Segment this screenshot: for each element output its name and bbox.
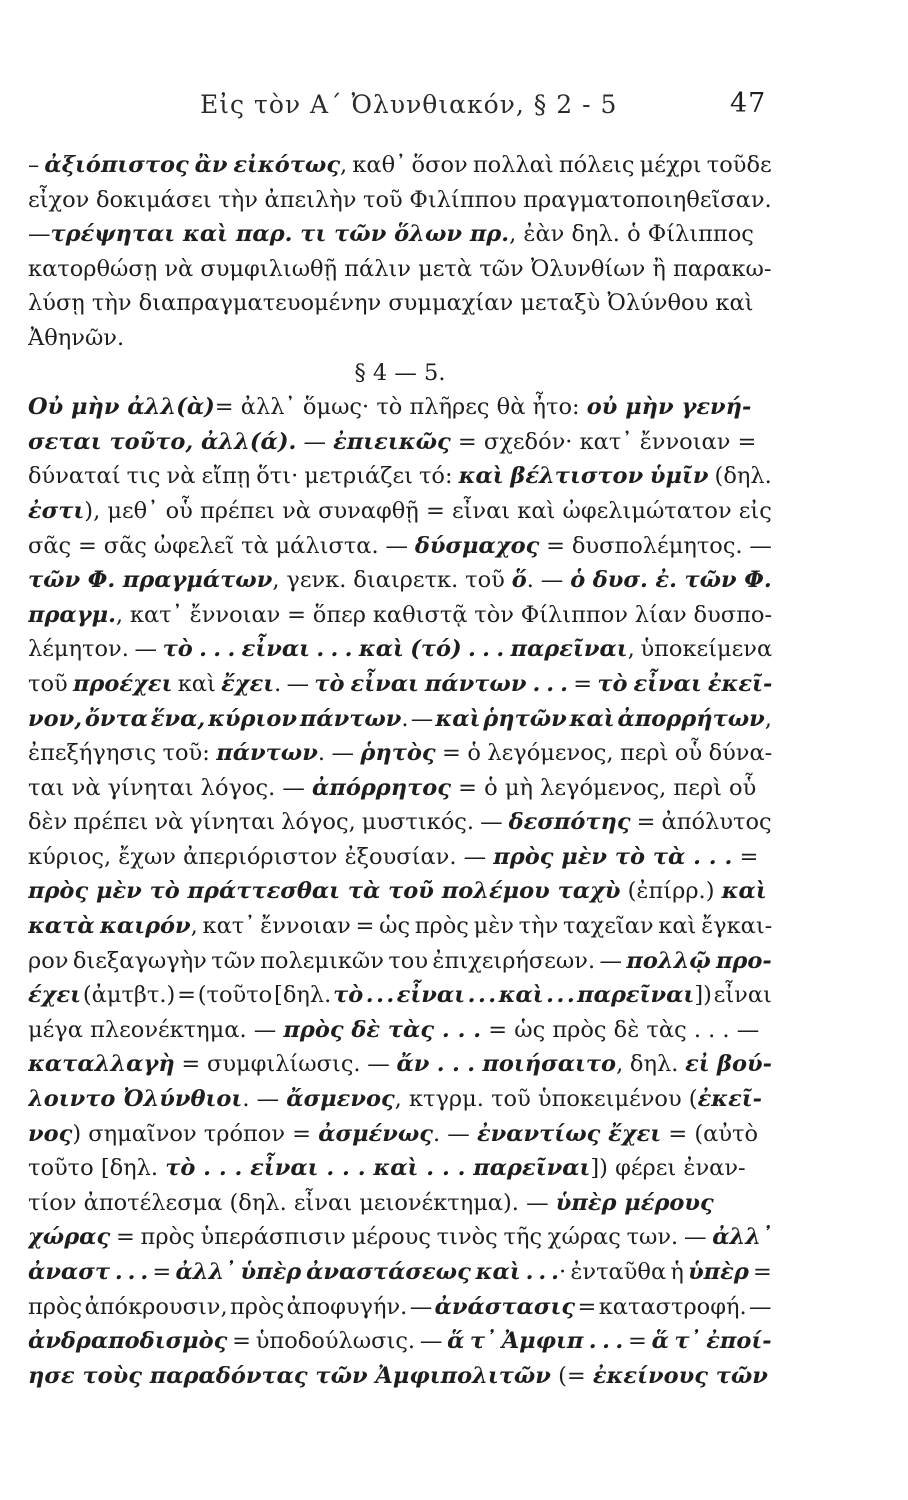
- gloss-text: –: [28, 152, 45, 178]
- text-line: [28, 252, 772, 287]
- lemma-text: ὑπὲρ μέρους: [555, 1189, 714, 1216]
- lemma-text: πάντων: [216, 740, 318, 767]
- text-line: [28, 390, 772, 425]
- gloss-text: ρον διεξαγωγὴν τῶν πολεμικῶν του ἐπιχειρήσεων. —: [28, 947, 627, 974]
- lemma-text: ὑπὲρ: [688, 1259, 749, 1285]
- text-line: [28, 321, 772, 356]
- gloss-text: . —: [401, 705, 436, 732]
- gloss-text: κατορθώσῃ νὰ συμφιλιωθῇ πάλιν μετὰ τῶν Ὀλυνθίων ἢ παρακω-: [28, 255, 772, 282]
- lemma-text: ῥητὸς: [360, 740, 436, 767]
- text-line: [28, 494, 772, 529]
- lemma-text: ὁ δυσ. ἐ. τῶν Φ.: [570, 567, 772, 594]
- lemma-text: ἐπιεικῶς: [333, 428, 451, 455]
- text-line: [28, 1082, 772, 1117]
- lemma-text: ἔχει: [221, 670, 275, 697]
- text-line: [28, 563, 772, 598]
- gloss-text: = δυσπολέμητος. —: [539, 532, 772, 559]
- gloss-text: . —: [432, 1120, 477, 1147]
- lemma-text: χώρας: [28, 1224, 111, 1251]
- gloss-text: ,: [764, 705, 772, 732]
- gloss-text: = ἀπόλυτος: [630, 809, 772, 836]
- gloss-text: ται νὰ γίνηται λόγος. —: [28, 774, 313, 801]
- gloss-text: = συμφιλίωσις. —: [174, 1051, 397, 1078]
- gloss-text: ) σημαῖνον τρόπον =: [72, 1120, 319, 1147]
- lemma-text: τρέψηται καὶ παρ. τι τῶν ὅλων πρ.: [50, 221, 510, 248]
- gloss-text: = ὡς πρὸς δὲ τὰς . . . —: [481, 1016, 760, 1043]
- text-line: [28, 1220, 772, 1255]
- gloss-text: κύριος, ἔχων ἀπεριόριστον ἐξουσίαν. —: [28, 843, 494, 870]
- gloss-text: = (αὐτὸ: [661, 1120, 759, 1147]
- text-line: [28, 771, 772, 806]
- lemma-text: ἀσμένως: [318, 1120, 433, 1147]
- gloss-text: , γενκ. διαιρετκ. τοῦ: [272, 567, 512, 594]
- lemma-text: καταλλαγὴ: [28, 1051, 175, 1078]
- lemma-text: Οὐ μὴν ἀλλ(ὰ): [28, 394, 215, 421]
- gloss-text: , ὑποκείμενα: [627, 636, 772, 663]
- page-number: 47: [730, 88, 767, 119]
- gloss-text: =: [748, 1259, 772, 1285]
- text-line: [28, 667, 772, 702]
- text-line: [28, 840, 772, 875]
- gloss-text: , κατ᾽ ἔννοιαν = ὅπερ καθιστᾷ τὸν Φίλιππον λίαν δυσπο-: [115, 601, 772, 628]
- gloss-text: , κτγρμ. τοῦ ὑποκειμένου (: [394, 1086, 698, 1113]
- gloss-text: τοῦ: [28, 670, 73, 697]
- text-line: [28, 1290, 772, 1325]
- text-line: [28, 1047, 772, 1082]
- gloss-text: =: [148, 1259, 176, 1285]
- gloss-text: δὲν πρέπει νὰ γίνηται λόγος, μυστικός. —: [28, 809, 509, 836]
- lemma-text: νος: [28, 1120, 73, 1147]
- gloss-text: · ἐνταῦθα ἡ: [558, 1259, 689, 1285]
- lemma-text: ἀνάστασις: [434, 1293, 576, 1320]
- gloss-text: μέγα πλεονέκτημα. —: [28, 1016, 284, 1043]
- text-line: [28, 1255, 772, 1290]
- text-line: [28, 148, 772, 183]
- lemma-text: οὐ μὴν γενή-: [586, 394, 752, 421]
- text-line: [28, 1151, 772, 1186]
- lemma-text: ἐκείνους τῶν: [592, 1362, 768, 1389]
- text-line: [28, 1324, 772, 1359]
- gloss-text: = ὁ λεγόμενος, περὶ οὗ δύνα-: [435, 740, 772, 767]
- header-title: Εἰς τὸν Α΄ Ὀλυνθιακόν, § 2 - 5: [200, 90, 618, 119]
- lemma-text: πραγμ.: [28, 601, 116, 628]
- lemma-text: ἅ τ᾽ Ἀμφιπ . . .: [447, 1328, 624, 1355]
- text-line: [28, 1117, 772, 1152]
- lemma-text: τὸ . . . εἶναι . . . καὶ . . . παρεῖναι: [165, 1155, 591, 1182]
- gloss-text: § 4 — 5.: [354, 359, 446, 386]
- gloss-text: δύναταί τις νὰ εἴπῃ ὅτι· μετριάζει τό:: [28, 463, 459, 490]
- lemma-text: καὶ βέλτιστον ὑμῖν: [458, 463, 709, 490]
- text-line: [28, 805, 772, 840]
- gloss-text: . —: [274, 670, 315, 697]
- gloss-text: —: [296, 428, 334, 455]
- text-line: [28, 217, 772, 252]
- gloss-text: σᾶς = σᾶς ὠφελεῖ τὰ μάλιστα. —: [28, 532, 415, 559]
- gloss-text: (ἐπίρρ.): [620, 878, 722, 905]
- lemma-text: προέχει: [72, 670, 173, 697]
- text-line: [28, 874, 772, 909]
- gloss-text: . —: [317, 740, 361, 767]
- gloss-text: =: [567, 670, 598, 697]
- lemma-text: ἀνδραποδισμὸς: [28, 1328, 228, 1355]
- lemma-text: εἰ βού-: [685, 1051, 772, 1078]
- lemma-text: κατὰ καιρόν: [28, 913, 191, 940]
- gloss-text: . —: [242, 1086, 287, 1113]
- lemma-text: τῶν Φ. πραγμάτων: [28, 567, 273, 594]
- text-line: [28, 632, 772, 667]
- lemma-text: σεται τοῦτο, ἀλλ(ά).: [28, 428, 297, 455]
- lemma-text: ἄν . . . ποιήσαιτο: [396, 1051, 617, 1078]
- text-line: [28, 909, 772, 944]
- lemma-text: τὸ εἶναι πάντων . . .: [314, 670, 568, 697]
- gloss-text: ]) φέρει ἐναν-: [590, 1155, 746, 1182]
- lemma-text: ἀλλ᾽: [712, 1224, 772, 1251]
- gloss-text: πρὸς ἀπόκρουσιν, πρὸς ἀποφυγήν. —: [28, 1293, 435, 1320]
- running-header: [0, 82, 908, 122]
- gloss-text: = ἀλλ᾽ ὅμως· τὸ πλῆρες θὰ ἦτο:: [214, 394, 587, 421]
- gloss-text: , ἐὰν δηλ. ὁ Φίλιππος: [509, 221, 754, 248]
- text-line: [28, 459, 772, 494]
- lemma-text: τὸ . . . εἶναι . . . καὶ . . . παρεῖναι: [333, 982, 695, 1009]
- gloss-text: . —: [526, 567, 571, 594]
- commentary-text: [28, 148, 772, 1393]
- lemma-text: ἅ τ᾽ ἐποί-: [651, 1328, 772, 1355]
- lemma-text: τὸ . . . εἶναι . . . καὶ (τό) . . . παρεῖναι: [162, 636, 628, 663]
- lemma-text: ησε τοὺς παραδόντας τῶν Ἀμφιπολιτῶν: [28, 1362, 551, 1389]
- gloss-text: λέμητον. —: [28, 636, 163, 663]
- lemma-text: ὅ: [511, 567, 527, 594]
- lemma-text: ἐναντίως ἔχει: [476, 1120, 662, 1147]
- lemma-text: πρὸς μὲν τὸ πράττεσθαι τὰ τοῦ πολέμου ταχὺ: [28, 878, 621, 905]
- gloss-text: (ἀμτβτ.) = (τοῦτο [δηλ.: [81, 982, 334, 1009]
- gloss-text: (δηλ.: [708, 463, 772, 490]
- text-line: [28, 736, 772, 771]
- text-line: [28, 1186, 772, 1221]
- lemma-text: λοιντο Ὀλύνθιοι: [28, 1086, 243, 1113]
- text-line: [28, 183, 772, 218]
- lemma-text: ἀλλ᾽ ὑπὲρ ἀναστάσεως καὶ . . .: [175, 1259, 559, 1285]
- lemma-text: ἀπόρρητος: [312, 774, 451, 801]
- gloss-text: = σχεδόν· κατ᾽ ἔννοιαν =: [450, 428, 757, 455]
- text-line: [28, 944, 772, 979]
- gloss-text: ), μεθ᾽ οὗ πρέπει νὰ συναφθῇ = εἶναι καὶ ὠφελιμώτατον εἰς: [84, 497, 772, 524]
- gloss-text: = καταστροφή. —: [575, 1293, 772, 1320]
- lemma-text: τὸ εἶναι ἐκεῖ-: [597, 670, 772, 697]
- section-heading: [28, 356, 772, 391]
- gloss-text: =: [732, 843, 759, 870]
- lemma-text: ἀναστ . . .: [28, 1259, 149, 1285]
- gloss-text: τίον ἀποτέλεσμα (δηλ. εἶναι μειονέκτημα). —: [28, 1189, 556, 1216]
- lemma-text: ἀξιόπιστος ἂν εἰκότως: [44, 152, 341, 178]
- gloss-text: λύσῃ τὴν διαπραγματευομένην συμμαχίαν μεταξὺ Ὀλύνθου καὶ: [28, 290, 754, 317]
- lemma-text: ἐστι: [28, 497, 85, 524]
- gloss-text: τοῦτο [δηλ.: [28, 1155, 166, 1182]
- lemma-text: έχει: [28, 982, 82, 1009]
- text-line: [28, 529, 772, 564]
- text-line: [28, 1013, 772, 1048]
- lemma-text: καὶ: [721, 878, 767, 905]
- text-line: [28, 978, 772, 1013]
- gloss-text: = ὑποδούλωσις. —: [227, 1328, 448, 1355]
- lemma-text: πρὸς δὲ τὰς . . .: [283, 1016, 482, 1043]
- lemma-text: δεσπότης: [508, 809, 631, 836]
- gloss-text: εἶχον δοκιμάσει τὴν ἀπειλὴν τοῦ Φιλίππου πραγματοποιηθεῖσαν.: [28, 186, 772, 213]
- lemma-text: καὶ ῥητῶν καὶ ἀπορρήτων: [435, 705, 765, 732]
- gloss-text: (=: [550, 1362, 593, 1389]
- gloss-text: —: [28, 221, 51, 248]
- gloss-text: = ὁ μὴ λεγόμενος, περὶ οὗ: [450, 774, 757, 801]
- gloss-text: , κατ᾽ ἔννοιαν = ὡς πρὸς μὲν τὴν ταχεῖαν καὶ ἔγκαι-: [190, 913, 772, 940]
- text-line: [28, 425, 772, 460]
- text-line: [28, 286, 772, 321]
- text-line: [28, 598, 772, 633]
- gloss-text: , καθ᾽ ὅσον πολλαὶ πόλεις μέχρι τοῦδε: [340, 152, 772, 178]
- gloss-text: καὶ: [172, 670, 222, 697]
- lemma-text: δύσμαχος: [414, 532, 540, 559]
- gloss-text: , δηλ.: [616, 1051, 686, 1078]
- text-line: [28, 1359, 772, 1394]
- gloss-text: Ἀθηνῶν.: [28, 324, 125, 351]
- gloss-text: ]) εἶναι: [694, 982, 772, 1009]
- lemma-text: ἄσμενος: [286, 1086, 395, 1113]
- gloss-text: ἐπεξήγησις τοῦ:: [28, 740, 217, 767]
- gloss-text: =: [623, 1328, 652, 1355]
- text-line: [28, 702, 772, 737]
- lemma-text: ἐκεῖ-: [697, 1086, 763, 1113]
- lemma-text: νον, ὄντα ἕνα, κύριον πάντων: [28, 705, 402, 732]
- lemma-text: πολλῷ προ-: [626, 947, 772, 974]
- lemma-text: πρὸς μὲν τὸ τὰ . . .: [493, 843, 733, 870]
- gloss-text: = πρὸς ὑπεράσπισιν μέρους τινὸς τῆς χώρας των. —: [110, 1224, 713, 1251]
